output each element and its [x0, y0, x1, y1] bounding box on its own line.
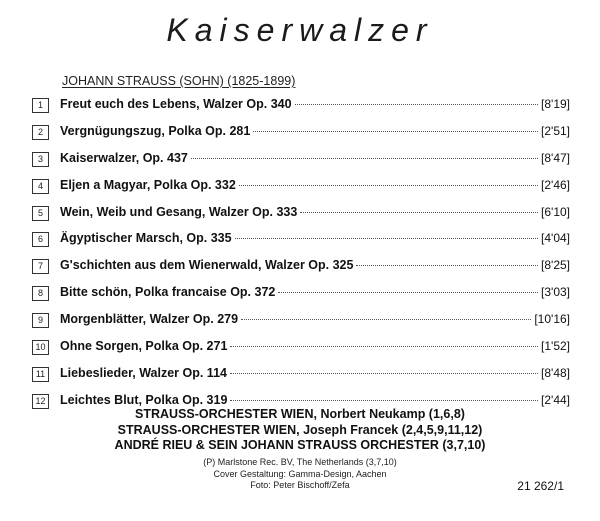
dotted-leader	[356, 265, 538, 266]
track-row	[30, 308, 570, 335]
track-duration: [4'04]	[541, 231, 570, 246]
track-duration: [8'19]	[541, 97, 570, 111]
track-line	[60, 151, 570, 165]
track-duration: [3'03]	[541, 285, 570, 300]
dotted-leader	[253, 131, 538, 132]
track-line	[60, 339, 570, 353]
performer-line: ANDRÉ RIEU & SEIN JOHANN STRAUSS ORCHESTER (3,7,10)	[114, 438, 486, 452]
track-number: 9	[32, 313, 49, 328]
dotted-leader	[300, 212, 538, 213]
photo-credit-line: Foto: Peter Bischoff/Zefa	[250, 480, 350, 490]
album-title: Kaiserwalzer	[166, 12, 434, 48]
performers-block	[0, 407, 600, 454]
track-title: Wein, Weib und Gesang, Walzer Op. 333	[60, 204, 298, 219]
dotted-leader	[278, 292, 538, 293]
track-number: 12	[32, 394, 49, 409]
performer-line: STRAUSS-ORCHESTER WIEN, Norbert Neukamp (1,6,8)	[135, 407, 465, 421]
track-number: 1	[32, 98, 49, 113]
composer-heading: JOHANN STRAUSS (SOHN) (1825-1899)	[62, 74, 296, 88]
dotted-leader	[230, 346, 538, 347]
catalog-number: 21 262/1	[517, 479, 564, 493]
track-line	[60, 285, 570, 299]
track-line	[60, 231, 570, 245]
track-number: 10	[32, 340, 49, 355]
track-duration: [6'10]	[541, 204, 570, 219]
track-row	[30, 335, 570, 362]
track-duration: [8'48]	[541, 365, 570, 380]
track-title: Ägyptischer Marsch, Op. 335	[60, 231, 232, 246]
track-line	[60, 124, 570, 138]
dotted-leader	[295, 104, 538, 105]
track-duration: [1'52]	[541, 339, 570, 354]
track-number: 6	[32, 232, 49, 247]
track-duration: [2'44]	[541, 392, 570, 407]
track-row	[30, 174, 570, 201]
track-row	[30, 147, 570, 174]
track-title: Morgenblätter, Walzer Op. 279	[60, 312, 239, 327]
track-duration: [8'47]	[541, 150, 570, 165]
track-duration: [8'25]	[541, 258, 570, 273]
dotted-leader	[241, 319, 531, 320]
track-number: 8	[32, 286, 49, 301]
track-title: G'schichten aus dem Wienerwald, Walzer Op. 325	[60, 258, 354, 273]
track-row	[30, 227, 570, 254]
track-number: 2	[32, 125, 49, 140]
track-title: Eljen a Magyar, Polka Op. 332	[60, 177, 236, 192]
track-number: 5	[32, 206, 49, 221]
track-title: Liebeslieder, Walzer Op. 114	[60, 365, 227, 380]
track-line	[60, 205, 570, 219]
track-title: Kaiserwalzer, Op. 437	[60, 150, 188, 165]
track-title: Ohne Sorgen, Polka Op. 271	[60, 339, 228, 354]
track-number: 4	[32, 179, 49, 194]
track-duration: [10'16]	[534, 312, 570, 327]
track-title: Leichtes Blut, Polka Op. 319	[60, 392, 228, 407]
track-row	[30, 120, 570, 147]
track-duration: [2'51]	[541, 123, 570, 138]
credits-block	[0, 457, 600, 492]
track-row	[30, 201, 570, 228]
track-line	[60, 178, 570, 192]
track-line	[60, 258, 570, 272]
track-line	[60, 312, 570, 326]
track-row	[30, 281, 570, 308]
track-title: Vergnügungszug, Polka Op. 281	[60, 123, 251, 138]
dotted-leader	[191, 158, 538, 159]
track-duration: [2'46]	[541, 177, 570, 192]
track-title: Bitte schön, Polka francaise Op. 372	[60, 285, 276, 300]
track-number: 3	[32, 152, 49, 167]
copyright-line: (P) Marlstone Rec. BV, The Netherlands (3,7,10)	[203, 457, 397, 467]
dotted-leader	[230, 373, 538, 374]
track-row	[30, 362, 570, 389]
track-line	[60, 393, 570, 407]
cover-design-line: Cover Gestaltung: Gamma-Design, Aachen	[213, 468, 387, 479]
dotted-leader	[235, 238, 538, 239]
track-list	[30, 93, 570, 416]
track-number: 7	[32, 259, 49, 274]
dotted-leader	[230, 400, 538, 401]
track-number: 11	[32, 367, 49, 382]
performer-line: STRAUSS-ORCHESTER WIEN, Joseph Francek (2,4,5,9,11,12)	[117, 422, 483, 437]
track-row	[30, 93, 570, 120]
track-title: Freut euch des Lebens, Walzer Op. 340	[60, 97, 292, 111]
track-line	[60, 366, 570, 380]
track-row	[30, 254, 570, 281]
track-line	[60, 97, 570, 111]
dotted-leader	[239, 185, 538, 186]
